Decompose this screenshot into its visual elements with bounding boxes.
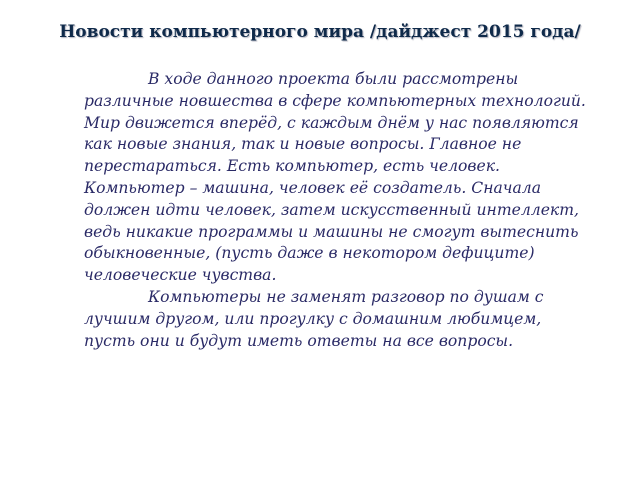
body-paragraph-1: В ходе данного проекта были рассмотрены различные новшества в сфере компьютерных технологий. Мир движется вперёд, с каждым днём у нас появляются как новые знания, так и новые вопросы. Главное не перестараться. Есть компьютер, есть человек. Компьютер – машина, человек её создатель. Сначала должен идти человек, затем искусственный интеллект, ведь никакие программы и машины не смогут вытеснить обыкновенные, (пусть даже в некотором дефиците) человеческие чувства. bbox=[84, 70, 586, 285]
body-paragraph-2: Компьютеры не заменят разговор по душам с лучшим другом, или прогулку с домашним любимцем, пусть они и будут иметь ответы на все вопросы. bbox=[84, 287, 544, 350]
slide-body bbox=[84, 69, 594, 352]
slide-title: Новости компьютерного мира /дайджест 2015 года/ bbox=[59, 22, 581, 42]
